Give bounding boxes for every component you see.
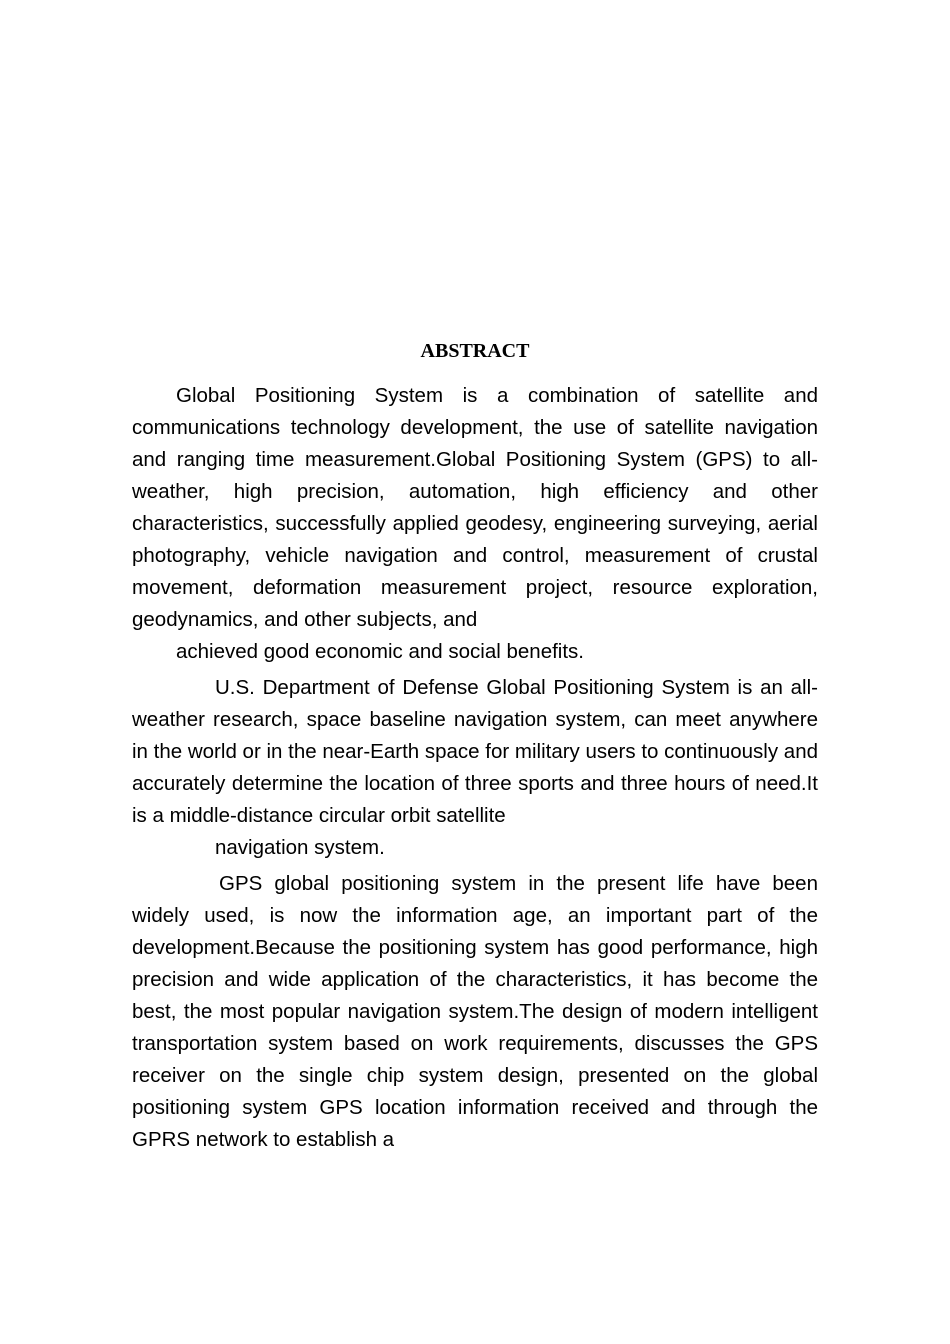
abstract-paragraph-3 [132, 868, 818, 1156]
abstract-paragraph-1 [132, 380, 818, 668]
paragraph-2-text: U.S. Department of Defense Global Positioning System is an all-weather research, space baseline navigation system, can meet anywhere in the world or in the near-Earth space for military users to continuously and accurately determine the location of three sports and three hours of need.It is a middle-distance circular orbit satellite [132, 676, 818, 827]
abstract-title: ABSTRACT [420, 340, 530, 362]
abstract-paragraph-2 [132, 672, 818, 864]
paragraph-2-last-line: navigation system. [215, 836, 385, 859]
paragraph-1-text: Global Positioning System is a combination of satellite and communications technology development, the use of satellite navigation and ranging time measurement.Global Positioning System (GPS) to all-weather, high precision, automation, high efficiency and other characteristics, successfully applied geodesy, engineering surveying, aerial photography, vehicle navigation and control, measurement of crustal movement, deformation measurement project, resource exploration, geodynamics, and other subjects, and [132, 384, 818, 631]
paragraph-3-text: GPS global positioning system in the present life have been widely used, is now the information age, an important part of the development.Because the positioning system has good performance, high precision and wide application of the characteristics, it has become the best, the most popular navigation system.The design of modern intelligent transportation system based on work requirements, discusses the GPS receiver on the single chip system design, presented on the global positioning system GPS location information received and through the GPRS network to establish a [132, 872, 818, 1151]
abstract-body [132, 380, 818, 1156]
paragraph-1-last-line: achieved good economic and social benefits. [176, 640, 584, 663]
